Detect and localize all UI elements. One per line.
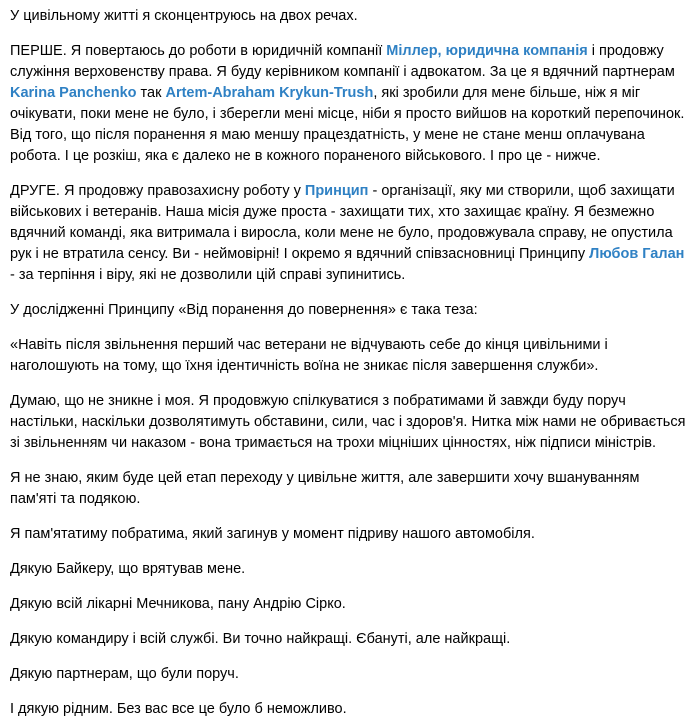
text-run: Я не знаю, яким буде цей етап переходу у цивільне життя, але завершити хочу вшануванням пам'яті та подякою. xyxy=(10,470,640,507)
text-run: і продовжу служіння верховенству права. Я буду керівником компанії і адвокатом. За це я вдячний партнерам xyxy=(10,43,675,80)
text-run: Дякую Байкеру, що врятував мене. xyxy=(10,561,246,577)
paragraph-transition xyxy=(10,468,688,510)
text-run: ПЕРШЕ. Я повертаюсь до роботи в юридичній компанії xyxy=(10,43,387,59)
text-run: Дякую партнерам, що були поруч. xyxy=(10,666,239,682)
text-run: - за терпіння і віру, які не дозволили цій справі зупинитись. xyxy=(10,267,406,283)
text-run: так xyxy=(136,85,166,101)
text-run: Дякую командиру і всій службі. Ви точно найкращі. Єбануті, але найкращі. xyxy=(10,631,511,647)
paragraph-thanks-baiker xyxy=(10,559,688,580)
paragraph-research-quote xyxy=(10,335,688,377)
text-run: , які зробили для мене більше, ніж я міг очікувати, поки мене не було, і зберегли мені місце, ніби я просто вийшов на короткий перепочинок. Від того, що після поранення я маю меншу працездатність, у мене не стане менш оплачувана робота. І це розкіш, яка є далеко не в кожного пораненого військового. І про це - нижче. xyxy=(10,85,685,164)
inline-link[interactable]: Artem-Abraham Krykun-Trush xyxy=(165,85,374,101)
inline-link[interactable]: Принцип xyxy=(304,183,369,199)
inline-link[interactable]: Karina Panchenko xyxy=(10,85,137,101)
text-run: І дякую рідним. Без вас все це було б неможливо. xyxy=(10,701,347,717)
paragraph-second-point xyxy=(10,181,688,286)
paragraph-research-lead-in xyxy=(10,300,688,321)
text-run: ДРУГЕ. Я продовжу правозахисну роботу у xyxy=(10,183,305,199)
paragraph-thanks-family xyxy=(10,699,688,720)
text-run: «Навіть після звільнення перший час ветерани не відчувають себе до кінця цивільними і наголошують на тому, що їхня ідентичність воїна не зникає після завершення служби». xyxy=(10,337,608,374)
paragraph-remembrance xyxy=(10,524,688,545)
text-run: Дякую всій лікарні Мечникова, пану Андрію Сірко. xyxy=(10,596,346,612)
paragraph-thanks-commander xyxy=(10,629,688,650)
inline-link[interactable]: Любов Галан xyxy=(589,246,685,262)
text-run: Думаю, що не зникне і моя. Я продовжую спілкуватися з побратимами й завжди буду поруч настільки, наскільки дозволятимуть обставини, сили, час і здоров'я. Нитка між нами не обривається зі звільненням чи наказом - вона тримається на трохи міцніших цінностях, ніж підписи міністрів. xyxy=(10,393,686,451)
text-run: Я пам'ятатиму побратима, який загинув у момент підриву нашого автомобіля. xyxy=(10,526,535,542)
paragraph-intro xyxy=(10,6,688,27)
inline-link[interactable]: Міллер, юридична компанія xyxy=(386,43,588,59)
text-run: У дослідженні Принципу «Від поранення до повернення» є така теза: xyxy=(10,302,478,318)
paragraph-thanks-hospital xyxy=(10,594,688,615)
paragraph-thanks-partners xyxy=(10,664,688,685)
text-run: - організації, яку ми створили, щоб захищати військових і ветеранів. Наша місія дуже проста - захищати тих, хто захищає країну. Я безмежно вдячний команді, яка витримала і виросла, коли мене не було, продовжувала справу, не опустила рук і не втратила сенсу. Ви - неймовірні! І окремо я вдячний співзасновниці Принципу xyxy=(10,183,675,262)
paragraph-first-point xyxy=(10,41,688,167)
paragraph-reflection xyxy=(10,391,688,454)
text-run: У цивільному житті я сконцентруюсь на двох речах. xyxy=(10,8,358,24)
